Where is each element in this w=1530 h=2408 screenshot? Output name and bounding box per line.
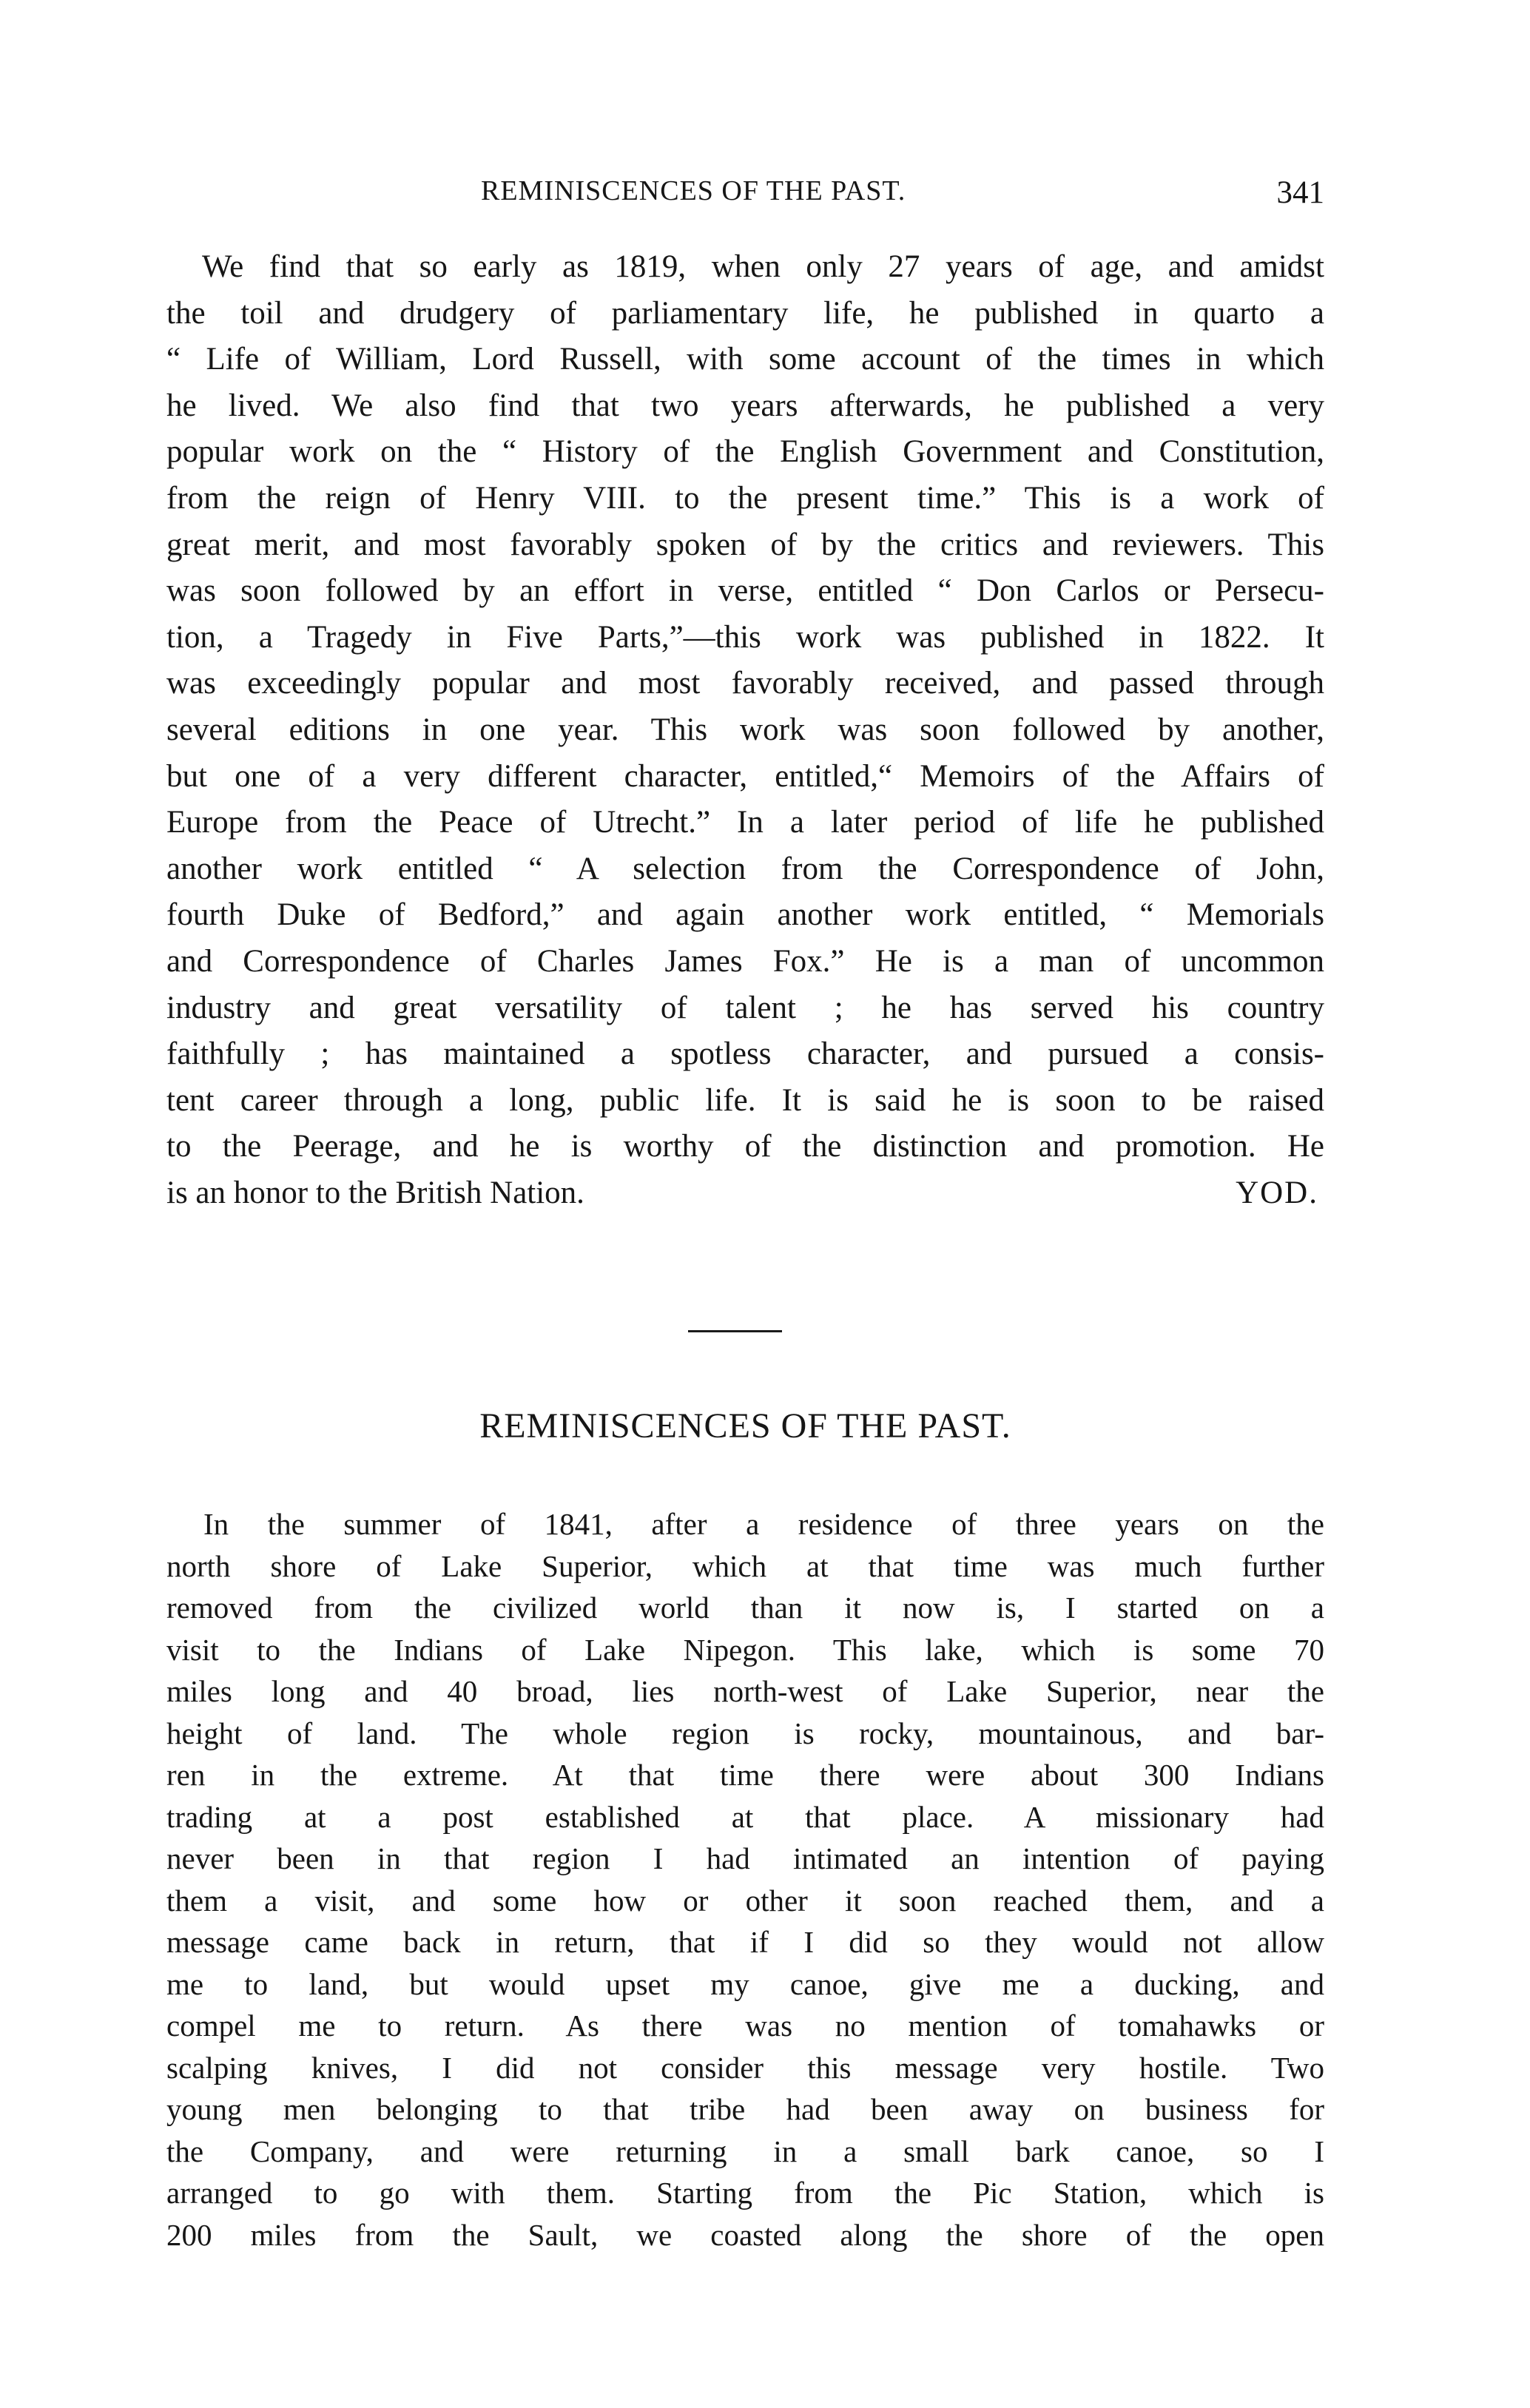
text-line: great merit, and most favorably spoken of by the critics and reviewers. This — [166, 527, 1324, 562]
text-line: to the Peerage, and he is worthy of the distinction and promotion. He — [166, 1129, 1324, 1164]
text-line: the Company, and were returning in a small bark canoe, so I — [166, 2134, 1324, 2168]
closing-line — [166, 1170, 1324, 1217]
text-line: trading at a post established at that place. A missionary had — [166, 1799, 1324, 1834]
text-line: but one of a very different character, entitled,“ Memoirs of the Affairs of — [166, 758, 1324, 794]
page-number: 341 — [1276, 175, 1324, 210]
text-line: fourth Duke of Bedford,” and again another work entitled, “ Memorials — [166, 897, 1324, 933]
text-line: message came back in return, that if I did so they would not allow — [166, 1925, 1324, 1959]
text-line: miles long and 40 broad, lies north-west of Lake Superior, near the — [166, 1674, 1324, 1708]
text-line: and Correspondence of Charles James Fox.” He is a man of uncommon — [166, 943, 1324, 979]
text-line: tion, a Tragedy in Five Parts,”—this work was published in 1822. It — [166, 619, 1324, 655]
text-line: We find that so early as 1819, when only 27 years of age, and amidst — [202, 249, 1324, 284]
text-line: the toil and drudgery of parliamentary life, he published in quarto a — [166, 295, 1324, 331]
text-line: arranged to go with them. Starting from the Pic Station, which is — [166, 2176, 1324, 2210]
text-line: 200 miles from the Sault, we coasted along the shore of the open — [166, 2217, 1324, 2252]
text-line: In the summer of 1841, after a residence of three years on the — [203, 1507, 1324, 1541]
text-line: north shore of Lake Superior, which at that time was much further — [166, 1548, 1324, 1583]
text-line: popular work on the “ History of the English Government and Constitution, — [166, 434, 1324, 470]
running-title: REMINISCENCES OF THE PAST. — [481, 175, 906, 206]
section-title: REMINISCENCES OF THE PAST. — [479, 1406, 1011, 1446]
text-line: removed from the civilized world than it now is, I started on a — [166, 1591, 1324, 1625]
text-line: them a visit, and some how or other it soon reached them, and a — [166, 1883, 1324, 1918]
article-two-text — [166, 1503, 1324, 2256]
text-line: Europe from the Peace of Utrecht.” In a later period of life he published — [166, 805, 1324, 840]
text-line: faithfully ; has maintained a spotless character, and pursued a consis- — [166, 1036, 1324, 1072]
text-line: height of land. The whole region is rocky, mountainous, and bar- — [166, 1716, 1324, 1750]
text-line: young men belonging to that tribe had been away on business for — [166, 2092, 1324, 2126]
text-line: another work entitled “ A selection from the Correspondence of John, — [166, 851, 1324, 886]
text-line: tent career through a long, public life. It is said he is soon to be raised — [166, 1082, 1324, 1118]
text-line: industry and great versatility of talent ; he has served his country — [166, 990, 1324, 1025]
text-line: visit to the Indians of Lake Nipegon. This lake, which is some 70 — [166, 1632, 1324, 1667]
text-line: was soon followed by an effort in verse, entitled “ Don Carlos or Persecu- — [166, 573, 1324, 609]
closing-text: is an honor to the British Nation. — [166, 1175, 584, 1210]
text-line: was exceedingly popular and most favorably received, and passed through — [166, 666, 1324, 701]
text-line: “ Life of William, Lord Russell, with some account of the times in which — [166, 342, 1324, 377]
text-line: ren in the extreme. At that time there were about 300 Indians — [166, 1758, 1324, 1792]
running-header — [166, 175, 1324, 219]
text-line: never been in that region I had intimated an intention of paying — [166, 1841, 1324, 1875]
text-line: me to land, but would upset my canoe, give me a ducking, and — [166, 1966, 1324, 2001]
text-line: compel me to return. As there was no mention of tomahawks or — [166, 2009, 1324, 2043]
text-line: scalping knives, I did not consider this message very hostile. Two — [166, 2050, 1324, 2085]
section-divider — [688, 1330, 782, 1332]
text-line: he lived. We also find that two years afterwards, he published a very — [166, 388, 1324, 423]
text-line: several editions in one year. This work was soon followed by another, — [166, 712, 1324, 747]
article-one-text — [166, 244, 1324, 1216]
text-line: from the reign of Henry VIII. to the present time.” This is a work of — [166, 480, 1324, 516]
author-signature: YOD. — [1236, 1175, 1318, 1210]
